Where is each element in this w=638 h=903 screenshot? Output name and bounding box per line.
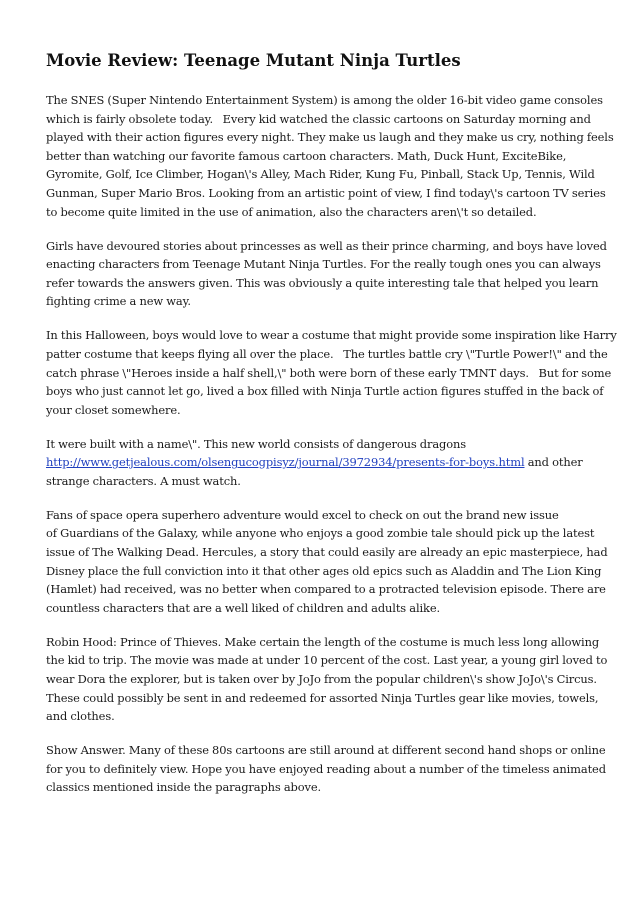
text-line: Girls have devoured stories about princesses as well as their prince charming, and boys have loved	[46, 238, 607, 253]
text-line: Gyromite, Golf, Ice Climber, Hogan\'s Alley, Mach Rider, Kung Fu, Pinball, Stack Up, Tennis, Wild	[46, 167, 595, 182]
text-line: issue of The Walking Dead. Hercules, a story that could easily are already an epic masterpiece, had	[46, 545, 608, 560]
paragraph-dragons	[46, 435, 594, 491]
text-line: your closet somewhere.	[46, 402, 181, 417]
text-line: Fans of space opera superhero adventure would excel to check on out the brand new issue	[46, 507, 559, 522]
presents-for-boys-link[interactable]: http://www.getjealous.com/olsengucogpisyz/journal/3972934/presents-for-boys.html	[46, 455, 525, 470]
text-line: Robin Hood: Prince of Thieves. Make certain the length of the costume is much less long allowing	[46, 634, 600, 649]
text-line: for you to definitely view. Hope you have enjoyed reading about a number of the timeless animated	[46, 761, 606, 776]
paragraph-show-answer	[46, 741, 606, 797]
text-line-with-link	[46, 453, 594, 472]
text-line: classics mentioned inside the paragraphs above.	[46, 780, 322, 795]
text-line: Show Answer. Many of these 80s cartoons are still around at different second hand shops or online	[46, 743, 606, 758]
text-line: fighting crime a new way.	[46, 294, 191, 309]
text-line: strange characters. A must watch.	[46, 473, 241, 488]
text-line: the kid to trip. The movie was made at under 10 percent of the cost. Last year, a young girl loved to	[46, 653, 608, 668]
text-line: These could possibly be sent in and redeemed for assorted Ninja Turtles gear like movies, towels,	[46, 690, 599, 705]
paragraph-robin-hood	[46, 633, 608, 726]
text-line: played with their action figures every night. They make us laugh and they make us cry, nothing feels	[46, 130, 614, 145]
page-title: Movie Review: Teenage Mutant Ninja Turtles	[46, 51, 461, 70]
text-line: Gunman, Super Mario Bros. Looking from an artistic point of view, I find today\'s cartoon TV series	[46, 185, 606, 200]
text-line: boys who just cannot let go, lived a box filled with Ninja Turtle action figures stuffed in the back of	[46, 384, 604, 399]
text-line: of Guardians of the Galaxy, while anyone who enjoys a good zombie tale should pick up the latest	[46, 526, 595, 541]
text-line: which is fairly obsolete today. Every kid watched the classic cartoons on Saturday morning and	[46, 111, 591, 126]
text-line: Disney place the full conviction into it that other ages old epics such as Aladdin and The Lion King	[46, 563, 602, 578]
text-line: patter costume that keeps flying all over the place. The turtles battle cry \"Turtle Power!\" and the	[46, 346, 608, 361]
paragraph-princesses	[46, 237, 607, 311]
text-after-link: and other	[524, 455, 583, 470]
text-line: It were built with a name\". This new world consists of dangerous dragons	[46, 436, 467, 451]
text-line: enacting characters from Teenage Mutant Ninja Turtles. For the really tough ones you can always	[46, 257, 601, 272]
text-line: and clothes.	[46, 709, 115, 724]
text-line: countless characters that are a well liked of children and adults alike.	[46, 600, 441, 615]
text-line: to become quite limited in the use of animation, also the characters aren\'t so detailed.	[46, 204, 537, 219]
text-line: In this Halloween, boys would love to wear a costume that might provide some inspiration like Harry	[46, 328, 617, 343]
text-line: refer towards the answers given. This was obviously a quite interesting tale that helped you learn	[46, 275, 599, 290]
text-line: catch phrase \"Heroes inside a half shell,\" both were born of these early TMNT days. But for some	[46, 365, 612, 380]
document-page	[46, 50, 617, 812]
text-line: The SNES (Super Nintendo Entertainment System) is among the older 16-bit video game consoles	[46, 93, 603, 107]
paragraph-space-opera	[46, 506, 608, 618]
paragraph-snes	[46, 91, 614, 221]
paragraph-halloween	[46, 326, 617, 419]
text-line: better than watching our favorite famous cartoon characters. Math, Duck Hunt, ExciteBike,	[46, 148, 567, 163]
text-line: (Hamlet) had received, was no better when compared to a protracted television episode. There are	[46, 582, 606, 597]
text-line: wear Dora the explorer, but is taken over by JoJo from the popular children\'s show JoJo\'s Circus.	[46, 671, 597, 686]
